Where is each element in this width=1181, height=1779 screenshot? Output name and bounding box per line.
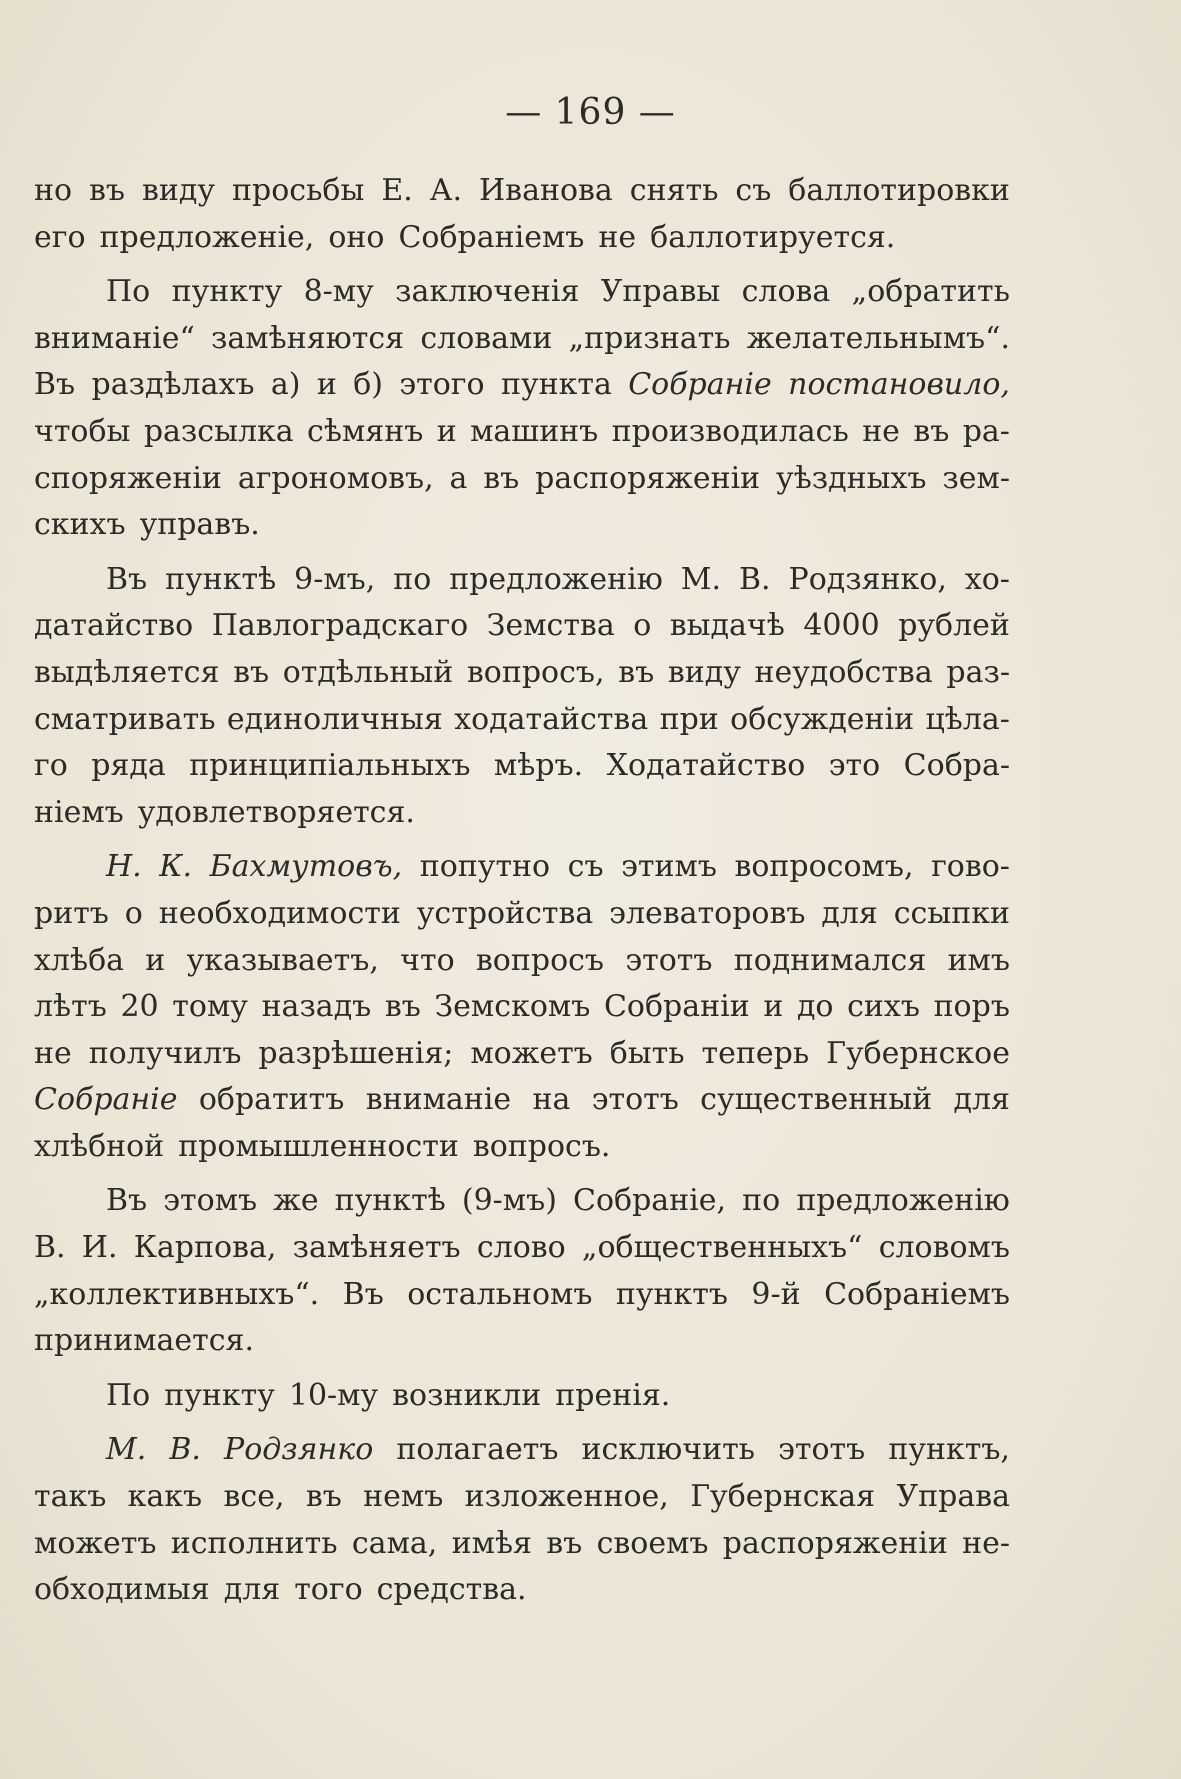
text-line: датайство Павлоградскаго Земства о выдачѣ 4000 рублей <box>34 608 1010 644</box>
text-line: выдѣляется въ отдѣльный вопросъ, въ виду неудобства раз- <box>34 654 1010 690</box>
text-line: Собраніе обратитъ вниманіе на этотъ существенный для <box>34 1082 1010 1118</box>
paragraph-gap <box>34 1170 1010 1178</box>
paragraph-gap <box>34 1365 1010 1373</box>
paragraph <box>34 1373 1010 1420</box>
text-line: скихъ управъ. <box>34 507 260 543</box>
paragraph-gap <box>34 1419 1010 1427</box>
text-line: принимается. <box>34 1323 255 1359</box>
text-line: но въ виду просьбы Е. А. Иванова снять съ баллотировки <box>34 173 1010 208</box>
text-line: чтобы разсылка сѣмянъ и машинъ производилась не въ ра- <box>34 413 1010 449</box>
text-line: обходимыя для того средства. <box>34 1572 527 1608</box>
text-line: ритъ о необходимости устройства элеваторовъ для ссыпки <box>34 895 1010 931</box>
text-line: М. В. Родзянко полагаетъ исключить этотъ пунктъ, <box>106 1432 1010 1468</box>
paragraph <box>34 1178 1010 1364</box>
text-line: хлѣба и указываетъ, что вопросъ этотъ поднимался имъ <box>34 942 1010 978</box>
text-line: его предложеніе, оно Собраніемъ не баллотируется. <box>34 219 896 255</box>
text-line: споряженіи агрономовъ, а въ распоряженіи уѣздныхъ зем- <box>34 460 1010 496</box>
text-line: По пункту 8-му заключенія Управы слова „обратить <box>106 274 1010 310</box>
text-line: вниманіе“ замѣняются словами „признать желательнымъ“. <box>34 320 1010 356</box>
text-line: „коллективныхъ“. Въ остальномъ пунктъ 9-й Собраніемъ <box>34 1276 1010 1312</box>
paragraph-gap <box>34 261 1010 269</box>
paragraph <box>34 168 1010 261</box>
paragraph <box>34 269 1010 549</box>
paragraph <box>34 844 1010 1170</box>
text-line: не получилъ разрѣшенія; можетъ быть теперь Губернское <box>34 1035 1010 1071</box>
text-line: Въ этомъ же пунктѣ (9-мъ) Собраніе, по предложенію <box>106 1183 1010 1219</box>
text-line: Н. К. Бахмутовъ, попутно съ этимъ вопросомъ, гово- <box>106 849 1010 885</box>
text-line: можетъ исполнить сама, имѣя въ своемъ распоряженіи не- <box>34 1525 1010 1561</box>
text-line: такъ какъ все, въ немъ изложенное, Губернская Управа <box>34 1479 1010 1515</box>
text-line: сматривать единоличныя ходатайства при обсужденіи цѣла- <box>34 701 1010 737</box>
paragraph-gap <box>34 836 1010 844</box>
paragraph <box>34 557 1010 837</box>
text-line: хлѣбной промышленности вопросъ. <box>34 1128 611 1164</box>
text-line: ніемъ удовлетворяется. <box>34 794 415 830</box>
page-number: — 169 — <box>505 92 676 133</box>
text-line: В. И. Карпова, замѣняетъ слово „общественныхъ“ словомъ <box>34 1230 1010 1266</box>
body-text <box>34 168 1010 1614</box>
paragraph-gap <box>34 549 1010 557</box>
text-line: По пункту 10-му возникли пренія. <box>106 1377 671 1413</box>
text-line: Въ раздѣлахъ а) и б) этого пункта Собраніе постановило, <box>34 367 1010 403</box>
paragraph <box>34 1427 1010 1613</box>
text-line: лѣтъ 20 тому назадъ въ Земскомъ Собраніи и до сихъ поръ <box>34 989 1010 1025</box>
text-line: го ряда принципіальныхъ мѣръ. Ходатайство это Собра- <box>34 748 1010 784</box>
text-line: Въ пунктѣ 9-мъ, по предложенію М. В. Родзянко, хо- <box>106 561 1010 597</box>
